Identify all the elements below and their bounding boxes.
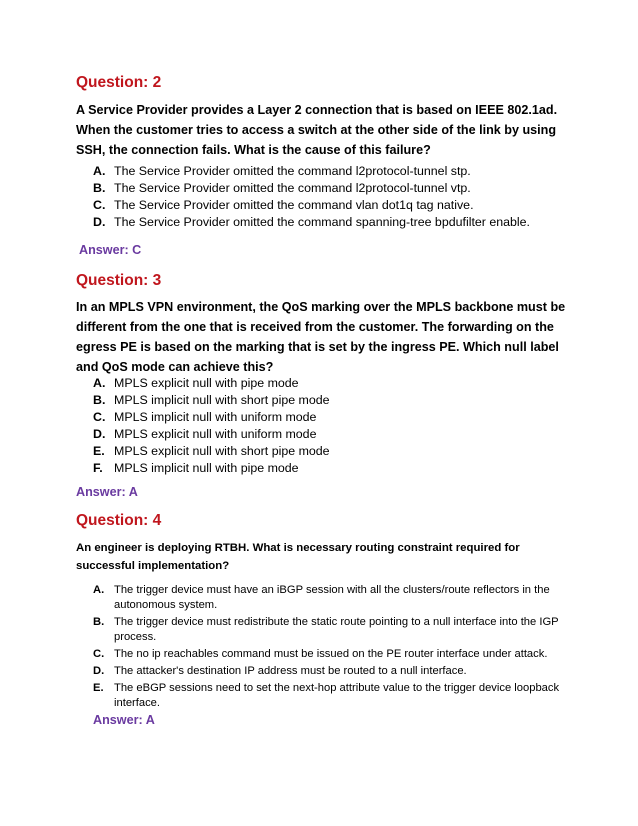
option-letter: E. [93,682,104,694]
option-item [93,426,330,443]
question-3-title: Question: 3 [76,272,162,289]
option-text: MPLS implicit null with short pipe mode [114,393,330,407]
option-text: The Service Provider omitted the command spanning-tree bpdufilter enable. [114,215,530,229]
option-letter: D. [93,427,106,441]
option-letter: E. [93,444,105,458]
option-text: The trigger device must redistribute the static route pointing to a null interface into the IGP process. [114,616,559,643]
option-letter: C. [93,648,105,660]
question-3-text: In an MPLS VPN environment, the QoS marking over the MPLS backbone must be different from the one that is received from the customer. The forwarding on the egress PE is based on the marking that is set by the ingress PE. Which null label and QoS mode can achieve this? [76,300,566,374]
option-text: MPLS implicit null with uniform mode [114,410,317,424]
option-item [93,180,530,197]
option-item [93,615,563,645]
question-2-options [93,163,530,231]
option-text: The Service Provider omitted the command l2protocol-tunnel vtp. [114,181,471,195]
option-item [93,647,563,662]
question-2-title: Question: 2 [76,74,162,91]
option-letter: B. [93,616,105,628]
option-letter: B. [93,393,106,407]
question-4-text: An engineer is deploying RTBH. What is necessary routing constraint required for successful implementation? [76,542,520,572]
option-letter: C. [93,198,106,212]
option-text: The eBGP sessions need to set the next-hop attribute value to the trigger device loopback interface. [114,682,560,709]
option-letter: A. [93,164,106,178]
option-item [93,163,530,180]
option-letter: A. [93,376,106,390]
question-3-answer: Answer: A [76,485,138,499]
option-item [93,409,330,426]
option-letter: F. [93,461,103,475]
question-3-options [93,375,330,477]
option-item [93,443,330,460]
question-2-answer: Answer: C [79,243,142,257]
option-text: The Service Provider omitted the command l2protocol-tunnel stp. [114,164,471,178]
option-item [93,460,330,477]
option-text: The attacker's destination IP address must be routed to a null interface. [114,665,467,677]
option-text: MPLS explicit null with pipe mode [114,376,299,390]
option-item [93,197,530,214]
question-4-options [93,583,563,713]
question-4-title: Question: 4 [76,512,162,529]
option-item [93,392,330,409]
option-text: MPLS explicit null with short pipe mode [114,444,330,458]
option-item [93,214,530,231]
option-item [93,664,563,679]
option-text: MPLS implicit null with pipe mode [114,461,299,475]
option-item [93,583,563,613]
option-item [93,375,330,392]
option-letter: D. [93,665,105,677]
option-text: MPLS explicit null with uniform mode [114,427,317,441]
option-letter: B. [93,181,106,195]
option-letter: C. [93,410,106,424]
option-item [93,681,563,711]
option-text: The Service Provider omitted the command vlan dot1q tag native. [114,198,474,212]
question-2-text: A Service Provider provides a Layer 2 connection that is based on IEEE 802.1ad. When the customer tries to access a switch at the other side of the link by using SSH, the connection fails. What is the cause of this failure? [76,103,558,157]
option-letter: A. [93,584,105,596]
option-text: The trigger device must have an iBGP session with all the clusters/route reflectors in the autonomous system. [114,584,550,611]
question-4-answer: Answer: A [93,713,155,727]
option-letter: D. [93,215,106,229]
option-text: The no ip reachables command must be issued on the PE router interface under attack. [114,648,548,660]
